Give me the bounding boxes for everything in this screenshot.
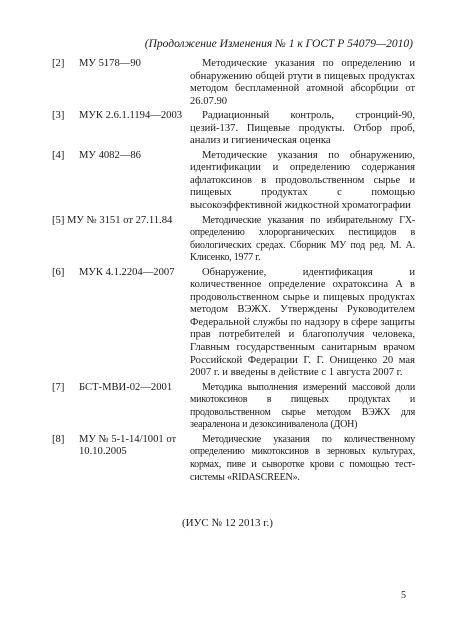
reference-title: Методические указания по количественному определению микотоксинов в зерновых культурах, кормах, пиве и сыворотке крови с помощью тест-системы «RIDASCREEN». (190, 433, 415, 483)
reference-code: МУ № 5-1-14/1001 от 10.10.2005 (79, 433, 177, 458)
reference-number: [4] (52, 149, 65, 161)
page-number: 5 (401, 590, 406, 601)
continuation-header: (Продолжение Изменения № 1 к ГОСТ Р 54079—2010) (144, 38, 413, 50)
reference-item-4 (52, 150, 415, 213)
reference-title: Методика выполнения измерений массовой доли микотоксинов в пищевых продуктах и продовольственном сырье методом ВЭЖХ для зеараленона и дезоксиниваленола (ДОН) (190, 381, 415, 431)
reference-code (52, 215, 190, 265)
reference-number: [7] (52, 381, 65, 393)
reference-title: Методические указания по избирательному ГХ-определению хлорорганических пестицидов в биологических средах. Сборник МУ под ред. М. А. Клисенко, 1977 г. (190, 214, 415, 264)
reference-title: Обнаружение, идентификация и количественное определение охратоксина А в продовольственном сырье и пищевых продуктах методом ВЭЖХ. Утверждены Руководителем Федеральной службы по надзору в сфере защиты прав потребителей и благополучия человека, Главным государственным санитарным врачом Российской Федерации Г. Г. Онищенко 20 мая 2007 г. и введены в действие с 1 августа 2007 г. (190, 266, 415, 379)
reference-code: МУК 2.6.1.1194—2003 (79, 110, 183, 122)
reference-number: [6] (52, 266, 65, 278)
ius-reference: (ИУС № 12 2013 г.) (182, 517, 273, 529)
reference-number: [2] (52, 58, 65, 69)
reference-code: МУ 4082—86 (79, 149, 141, 161)
reference-title: Радиационный контроль, стронций-90, цезий-137. Пищевые продукты. Отбор проб, анализ и гигиеническая оценка (190, 110, 415, 147)
reference-number: [5] (52, 214, 65, 226)
reference-item-6 (52, 267, 415, 380)
reference-code-text: МУ № 3151 от 27.11.84 (67, 214, 173, 226)
reference-code: БСТ-МВИ-02—2001 (79, 381, 173, 393)
reference-code: МУ 5178—90 (79, 58, 141, 69)
reference-item-8 (52, 434, 415, 484)
reference-code: МУК 4.1.2204—2007 (79, 266, 175, 278)
reference-title: Методические указания по обнаружению, идентификации и определению содержания афлатоксинов в продовольственном сырье и пищевых продуктах с помощью высокоэффективной жидкостной хроматографии (190, 149, 415, 212)
reference-item-7 (52, 382, 415, 432)
reference-title: Методические указания по определению и обнаружению общей ртути в пищевых продуктах методом беспламенной атомной абсорбции от 26.07.90 (190, 58, 415, 107)
reference-item-3 (52, 110, 415, 148)
reference-item-5 (52, 215, 415, 265)
reference-number: [3] (52, 110, 65, 122)
references-list (52, 58, 415, 486)
reference-number: [8] (52, 433, 65, 445)
reference-item-2 (52, 58, 415, 108)
